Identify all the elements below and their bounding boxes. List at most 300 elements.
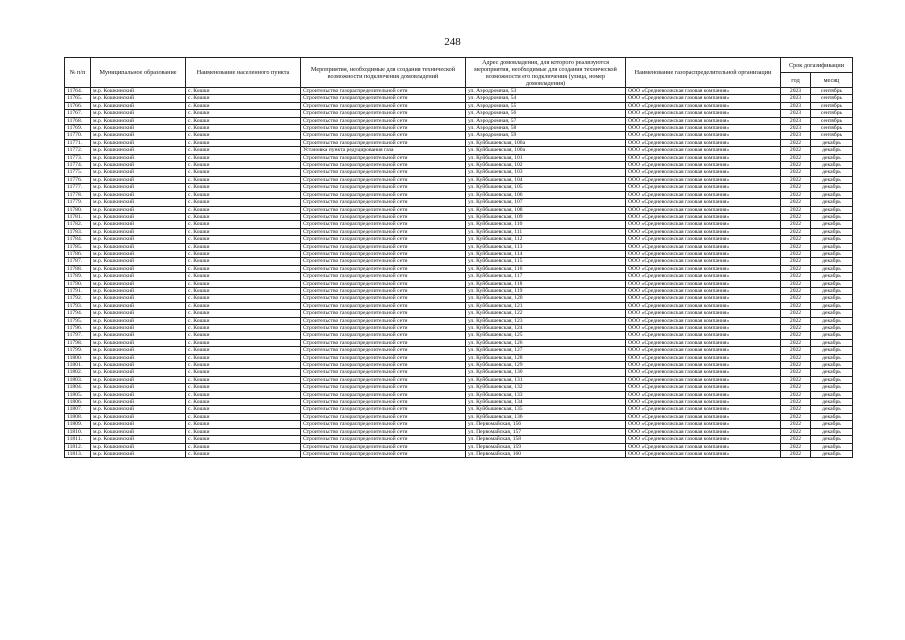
row-measure: Строительство газораспределительной сети (301, 362, 466, 369)
table-row (65, 436, 853, 443)
row-month: декабрь (811, 236, 853, 243)
row-org: ООО «Средневолжская газовая компания» (626, 154, 781, 161)
table-row (65, 413, 853, 420)
row-measure: Строительство газораспределительной сети (301, 110, 466, 117)
row-year: 2022 (781, 413, 811, 420)
row-org: ООО «Средневолжская газовая компания» (626, 391, 781, 398)
row-municipality: м.р. Кошкинский (91, 443, 186, 450)
row-measure: Строительство газораспределительной сети (301, 406, 466, 413)
row-address: ул. Куйбышевская, 130 (466, 369, 626, 376)
header-term: Срок догазификации (781, 58, 853, 73)
row-address: ул. Куйбышевская, 108 (466, 206, 626, 213)
row-org: ООО «Средневолжская газовая компания» (626, 88, 781, 95)
row-address: ул. Первомайская, 160 (466, 450, 626, 457)
row-org: ООО «Средневолжская газовая компания» (626, 125, 781, 132)
row-year: 2022 (781, 176, 811, 183)
row-year: 2022 (781, 310, 811, 317)
row-settlement: с. Кошки (186, 317, 301, 324)
row-year: 2022 (781, 339, 811, 346)
row-year: 2022 (781, 243, 811, 250)
row-address: ул. Аэродромная, 57 (466, 117, 626, 124)
row-settlement: с. Кошки (186, 406, 301, 413)
row-municipality: м.р. Кошкинский (91, 376, 186, 383)
row-address: ул. Куйбышевская, 105 (466, 184, 626, 191)
row-address: ул. Куйбышевская, 113 (466, 243, 626, 250)
row-org: ООО «Средневолжская газовая компания» (626, 347, 781, 354)
row-year: 2022 (781, 213, 811, 220)
row-measure: Строительство газораспределительной сети (301, 339, 466, 346)
row-year: 2023 (781, 95, 811, 102)
row-org: ООО «Средневолжская газовая компания» (626, 295, 781, 302)
row-month: декабрь (811, 436, 853, 443)
row-address: ул. Куйбышевская, 134 (466, 399, 626, 406)
row-address: ул. Куйбышевская, 126 (466, 339, 626, 346)
row-municipality: м.р. Кошкинский (91, 413, 186, 420)
table-row (65, 376, 853, 383)
row-municipality: м.р. Кошкинский (91, 206, 186, 213)
gasification-table (64, 57, 853, 458)
row-org: ООО «Средневолжская газовая компания» (626, 139, 781, 146)
row-month: декабрь (811, 421, 853, 428)
row-address: ул. Куйбышевская, 120 (466, 295, 626, 302)
row-org: ООО «Средневолжская газовая компания» (626, 421, 781, 428)
row-municipality: м.р. Кошкинский (91, 228, 186, 235)
row-settlement: с. Кошки (186, 347, 301, 354)
row-municipality: м.р. Кошкинский (91, 369, 186, 376)
row-municipality: м.р. Кошкинский (91, 280, 186, 287)
row-measure: Строительство газораспределительной сети (301, 191, 466, 198)
table-row (65, 176, 853, 183)
row-settlement: с. Кошки (186, 125, 301, 132)
row-municipality: м.р. Кошкинский (91, 184, 186, 191)
row-address: ул. Куйбышевская, 111 (466, 228, 626, 235)
row-address: ул. Куйбышевская, 103 (466, 169, 626, 176)
row-org: ООО «Средневолжская газовая компания» (626, 325, 781, 332)
row-month: декабрь (811, 302, 853, 309)
row-org: ООО «Средневолжская газовая компания» (626, 169, 781, 176)
row-settlement: с. Кошки (186, 199, 301, 206)
header-address: Адрес домовладения, для которого реализуются мероприятия, необходимые для создания технической возможности его подключения (улица, номер домовладения) (466, 58, 626, 88)
row-measure: Строительство газораспределительной сети (301, 421, 466, 428)
row-settlement: с. Кошки (186, 191, 301, 198)
row-year: 2022 (781, 332, 811, 339)
row-org: ООО «Средневолжская газовая компания» (626, 413, 781, 420)
row-month: декабрь (811, 369, 853, 376)
table-row (65, 273, 853, 280)
row-org: ООО «Средневолжская газовая компания» (626, 250, 781, 257)
row-address: ул. Первомайская, 157 (466, 428, 626, 435)
row-address: ул. Куйбышевская, 102 (466, 162, 626, 169)
row-org: ООО «Средневолжская газовая компания» (626, 162, 781, 169)
row-address: ул. Куйбышевская, 133 (466, 391, 626, 398)
row-measure: Строительство газораспределительной сети (301, 413, 466, 420)
row-municipality: м.р. Кошкинский (91, 154, 186, 161)
row-measure: Строительство газораспределительной сети (301, 206, 466, 213)
row-measure: Строительство газораспределительной сети (301, 213, 466, 220)
table-row (65, 406, 853, 413)
row-year: 2023 (781, 102, 811, 109)
header-measures: Мероприятия, необходимые для создания технической возможности подключения домовладений (301, 58, 466, 88)
row-month: декабрь (811, 443, 853, 450)
row-org: ООО «Средневолжская газовая компания» (626, 95, 781, 102)
row-num: 11787. (65, 258, 91, 265)
row-year: 2023 (781, 88, 811, 95)
row-year: 2022 (781, 369, 811, 376)
table-row (65, 147, 853, 154)
row-year: 2022 (781, 406, 811, 413)
row-municipality: м.р. Кошкинский (91, 95, 186, 102)
table-row (65, 139, 853, 146)
row-year: 2022 (781, 169, 811, 176)
row-municipality: м.р. Кошкинский (91, 354, 186, 361)
row-num: 11775. (65, 169, 91, 176)
row-org: ООО «Средневолжская газовая компания» (626, 265, 781, 272)
row-month: декабрь (811, 399, 853, 406)
table-row (65, 421, 853, 428)
row-municipality: м.р. Кошкинский (91, 406, 186, 413)
row-num: 11805. (65, 391, 91, 398)
row-num: 11785. (65, 243, 91, 250)
row-measure: Строительство газораспределительной сети (301, 176, 466, 183)
table-row (65, 258, 853, 265)
row-measure: Строительство газораспределительной сети (301, 443, 466, 450)
table-row (65, 384, 853, 391)
header-settlement: Наименование населенного пункта (186, 58, 301, 88)
row-municipality: м.р. Кошкинский (91, 287, 186, 294)
row-num: 11802. (65, 369, 91, 376)
row-org: ООО «Средневолжская газовая компания» (626, 258, 781, 265)
table-body (65, 88, 853, 458)
row-municipality: м.р. Кошкинский (91, 384, 186, 391)
row-month: декабрь (811, 376, 853, 383)
row-municipality: м.р. Кошкинский (91, 273, 186, 280)
row-org: ООО «Средневолжская газовая компания» (626, 280, 781, 287)
row-address: ул. Куйбышевская, 118 (466, 280, 626, 287)
row-address: ул. Куйбышевская, 115 (466, 258, 626, 265)
row-measure: Строительство газораспределительной сети (301, 287, 466, 294)
row-measure: Строительство газораспределительной сети (301, 354, 466, 361)
row-settlement: с. Кошки (186, 102, 301, 109)
row-org: ООО «Средневолжская газовая компания» (626, 332, 781, 339)
row-settlement: с. Кошки (186, 95, 301, 102)
row-num: 11798. (65, 339, 91, 346)
row-settlement: с. Кошки (186, 443, 301, 450)
row-month: декабрь (811, 250, 853, 257)
row-num: 11782. (65, 221, 91, 228)
table-row (65, 88, 853, 95)
table-row (65, 332, 853, 339)
row-org: ООО «Средневолжская газовая компания» (626, 110, 781, 117)
row-month: декабрь (811, 406, 853, 413)
row-settlement: с. Кошки (186, 421, 301, 428)
row-num: 11792. (65, 295, 91, 302)
table-row (65, 169, 853, 176)
row-month: декабрь (811, 273, 853, 280)
row-settlement: с. Кошки (186, 117, 301, 124)
row-month: декабрь (811, 206, 853, 213)
row-org: ООО «Средневолжская газовая компания» (626, 406, 781, 413)
table-row (65, 102, 853, 109)
row-municipality: м.р. Кошкинский (91, 391, 186, 398)
row-settlement: с. Кошки (186, 132, 301, 139)
row-address: ул. Куйбышевская, 116 (466, 265, 626, 272)
row-municipality: м.р. Кошкинский (91, 436, 186, 443)
row-address: ул. Куйбышевская, 110 (466, 221, 626, 228)
row-year: 2022 (781, 236, 811, 243)
row-year: 2023 (781, 132, 811, 139)
row-month: сентябрь (811, 95, 853, 102)
row-settlement: с. Кошки (186, 428, 301, 435)
row-address: ул. Аэродромная, 58 (466, 125, 626, 132)
row-org: ООО «Средневолжская газовая компания» (626, 199, 781, 206)
row-measure: Строительство газораспределительной сети (301, 154, 466, 161)
row-month: декабрь (811, 287, 853, 294)
row-address: ул. Куйбышевская, 112 (466, 236, 626, 243)
row-year: 2022 (781, 154, 811, 161)
row-address: ул. Куйбышевская, 129 (466, 362, 626, 369)
row-month: декабрь (811, 362, 853, 369)
row-measure: Строительство газораспределительной сети (301, 258, 466, 265)
table-row (65, 154, 853, 161)
table-row (65, 399, 853, 406)
row-org: ООО «Средневолжская газовая компания» (626, 369, 781, 376)
row-address: ул. Куйбышевская, 106 (466, 191, 626, 198)
row-municipality: м.р. Кошкинский (91, 162, 186, 169)
row-measure: Строительство газораспределительной сети (301, 317, 466, 324)
row-measure: Строительство газораспределительной сети (301, 132, 466, 139)
row-settlement: с. Кошки (186, 369, 301, 376)
row-measure: Строительство газораспределительной сети (301, 302, 466, 309)
row-year: 2022 (781, 428, 811, 435)
row-measure: Строительство газораспределительной сети (301, 236, 466, 243)
row-year: 2022 (781, 347, 811, 354)
row-org: ООО «Средневолжская газовая компания» (626, 339, 781, 346)
table-row (65, 162, 853, 169)
row-year: 2022 (781, 450, 811, 457)
row-address: ул. Куйбышевская, 127 (466, 347, 626, 354)
row-num: 11803. (65, 376, 91, 383)
row-address: ул. Аэродромная, 53 (466, 88, 626, 95)
row-measure: Строительство газораспределительной сети (301, 88, 466, 95)
row-settlement: с. Кошки (186, 147, 301, 154)
table-row (65, 265, 853, 272)
row-municipality: м.р. Кошкинский (91, 399, 186, 406)
row-num: 11810. (65, 428, 91, 435)
row-org: ООО «Средневолжская газовая компания» (626, 176, 781, 183)
row-year: 2022 (781, 258, 811, 265)
row-municipality: м.р. Кошкинский (91, 362, 186, 369)
row-year: 2022 (781, 206, 811, 213)
table-row (65, 310, 853, 317)
row-month: декабрь (811, 310, 853, 317)
row-month: декабрь (811, 265, 853, 272)
row-org: ООО «Средневолжская газовая компания» (626, 117, 781, 124)
row-settlement: с. Кошки (186, 354, 301, 361)
row-measure: Строительство газораспределительной сети (301, 169, 466, 176)
row-measure: Строительство газораспределительной сети (301, 295, 466, 302)
row-year: 2022 (781, 221, 811, 228)
row-num: 11806. (65, 399, 91, 406)
row-settlement: с. Кошки (186, 184, 301, 191)
row-settlement: с. Кошки (186, 413, 301, 420)
row-month: декабрь (811, 258, 853, 265)
row-measure: Строительство газораспределительной сети (301, 369, 466, 376)
row-year: 2022 (781, 273, 811, 280)
row-measure: Строительство газораспределительной сети (301, 221, 466, 228)
row-org: ООО «Средневолжская газовая компания» (626, 399, 781, 406)
row-address: ул. Куйбышевская, 123 (466, 317, 626, 324)
row-address: ул. Куйбышевская, 109 (466, 213, 626, 220)
row-settlement: с. Кошки (186, 287, 301, 294)
row-measure: Строительство газораспределительной сети (301, 117, 466, 124)
row-measure: Строительство газораспределительной сети (301, 391, 466, 398)
row-num: 11809. (65, 421, 91, 428)
row-year: 2022 (781, 191, 811, 198)
row-num: 11791. (65, 287, 91, 294)
row-org: ООО «Средневолжская газовая компания» (626, 147, 781, 154)
row-address: ул. Куйбышевская, 104 (466, 176, 626, 183)
row-num: 11769. (65, 125, 91, 132)
header-year: год (781, 73, 811, 88)
row-year: 2022 (781, 436, 811, 443)
row-org: ООО «Средневолжская газовая компания» (626, 132, 781, 139)
table-row (65, 191, 853, 198)
row-measure: Строительство газораспределительной сети (301, 376, 466, 383)
row-municipality: м.р. Кошкинский (91, 132, 186, 139)
row-org: ООО «Средневолжская газовая компания» (626, 384, 781, 391)
table-row (65, 110, 853, 117)
row-settlement: с. Кошки (186, 384, 301, 391)
row-measure: Строительство газораспределительной сети (301, 199, 466, 206)
table-row (65, 132, 853, 139)
table-row (65, 213, 853, 220)
row-num: 11794. (65, 310, 91, 317)
row-year: 2022 (781, 421, 811, 428)
row-settlement: с. Кошки (186, 213, 301, 220)
row-measure: Строительство газораспределительной сети (301, 102, 466, 109)
row-municipality: м.р. Кошкинский (91, 295, 186, 302)
row-month: декабрь (811, 199, 853, 206)
row-measure: Строительство газораспределительной сети (301, 139, 466, 146)
row-measure: Строительство газораспределительной сети (301, 250, 466, 257)
row-settlement: с. Кошки (186, 339, 301, 346)
row-measure: Строительство газораспределительной сети (301, 384, 466, 391)
row-org: ООО «Средневолжская газовая компания» (626, 376, 781, 383)
row-month: декабрь (811, 317, 853, 324)
row-measure: Строительство газораспределительной сети (301, 310, 466, 317)
row-address: ул. Куйбышевская, 131 (466, 376, 626, 383)
header-month: месяц (811, 73, 853, 88)
row-num: 11797. (65, 332, 91, 339)
row-year: 2022 (781, 184, 811, 191)
row-num: 11784. (65, 236, 91, 243)
row-month: декабрь (811, 139, 853, 146)
table-row (65, 250, 853, 257)
row-year: 2022 (781, 280, 811, 287)
row-num: 11788. (65, 265, 91, 272)
row-num: 11768. (65, 117, 91, 124)
row-settlement: с. Кошки (186, 436, 301, 443)
row-year: 2022 (781, 302, 811, 309)
row-org: ООО «Средневолжская газовая компания» (626, 287, 781, 294)
row-municipality: м.р. Кошкинский (91, 125, 186, 132)
row-num: 11781. (65, 213, 91, 220)
row-settlement: с. Кошки (186, 228, 301, 235)
row-num: 11790. (65, 280, 91, 287)
row-month: декабрь (811, 391, 853, 398)
row-month: декабрь (811, 169, 853, 176)
row-num: 11796. (65, 325, 91, 332)
row-org: ООО «Средневолжская газовая компания» (626, 317, 781, 324)
row-measure: Строительство газораспределительной сети (301, 243, 466, 250)
row-municipality: м.р. Кошкинский (91, 339, 186, 346)
row-month: сентябрь (811, 88, 853, 95)
row-municipality: м.р. Кошкинский (91, 110, 186, 117)
row-year: 2022 (781, 228, 811, 235)
row-municipality: м.р. Кошкинский (91, 450, 186, 457)
page-number: 248 (444, 36, 461, 48)
row-org: ООО «Средневолжская газовая компания» (626, 243, 781, 250)
row-year: 2022 (781, 162, 811, 169)
row-settlement: с. Кошки (186, 258, 301, 265)
row-num: 11807. (65, 406, 91, 413)
row-settlement: с. Кошки (186, 399, 301, 406)
row-settlement: с. Кошки (186, 154, 301, 161)
row-municipality: м.р. Кошкинский (91, 347, 186, 354)
row-measure: Строительство газораспределительной сети (301, 436, 466, 443)
row-address: ул. Аэродромная, 59 (466, 132, 626, 139)
row-month: декабрь (811, 243, 853, 250)
row-settlement: с. Кошки (186, 265, 301, 272)
table-row (65, 206, 853, 213)
row-year: 2022 (781, 265, 811, 272)
row-month: декабрь (811, 295, 853, 302)
row-municipality: м.р. Кошкинский (91, 102, 186, 109)
row-num: 11764. (65, 88, 91, 95)
row-settlement: с. Кошки (186, 376, 301, 383)
row-month: декабрь (811, 354, 853, 361)
table-row (65, 391, 853, 398)
row-org: ООО «Средневолжская газовая компания» (626, 310, 781, 317)
row-month: декабрь (811, 228, 853, 235)
row-municipality: м.р. Кошкинский (91, 310, 186, 317)
row-address: ул. Первомайская, 159 (466, 443, 626, 450)
row-municipality: м.р. Кошкинский (91, 317, 186, 324)
row-municipality: м.р. Кошкинский (91, 421, 186, 428)
row-address: ул. Куйбышевская, 100а (466, 147, 626, 154)
row-address: ул. Куйбышевская, 121 (466, 302, 626, 309)
row-num: 11789. (65, 273, 91, 280)
row-year: 2022 (781, 354, 811, 361)
row-settlement: с. Кошки (186, 221, 301, 228)
table-row (65, 199, 853, 206)
row-settlement: с. Кошки (186, 176, 301, 183)
row-org: ООО «Средневолжская газовая компания» (626, 450, 781, 457)
row-address: ул. Куйбышевская, 122 (466, 310, 626, 317)
table-row (65, 95, 853, 102)
table-row (65, 243, 853, 250)
row-measure: Установка пункта редуцирования газа (301, 147, 466, 154)
row-org: ООО «Средневолжская газовая компания» (626, 102, 781, 109)
row-year: 2022 (781, 147, 811, 154)
row-address: ул. Куйбышевская, 124 (466, 325, 626, 332)
row-year: 2022 (781, 391, 811, 398)
row-municipality: м.р. Кошкинский (91, 191, 186, 198)
table-row (65, 302, 853, 309)
row-month: декабрь (811, 450, 853, 457)
row-num: 11774. (65, 162, 91, 169)
row-municipality: м.р. Кошкинский (91, 176, 186, 183)
